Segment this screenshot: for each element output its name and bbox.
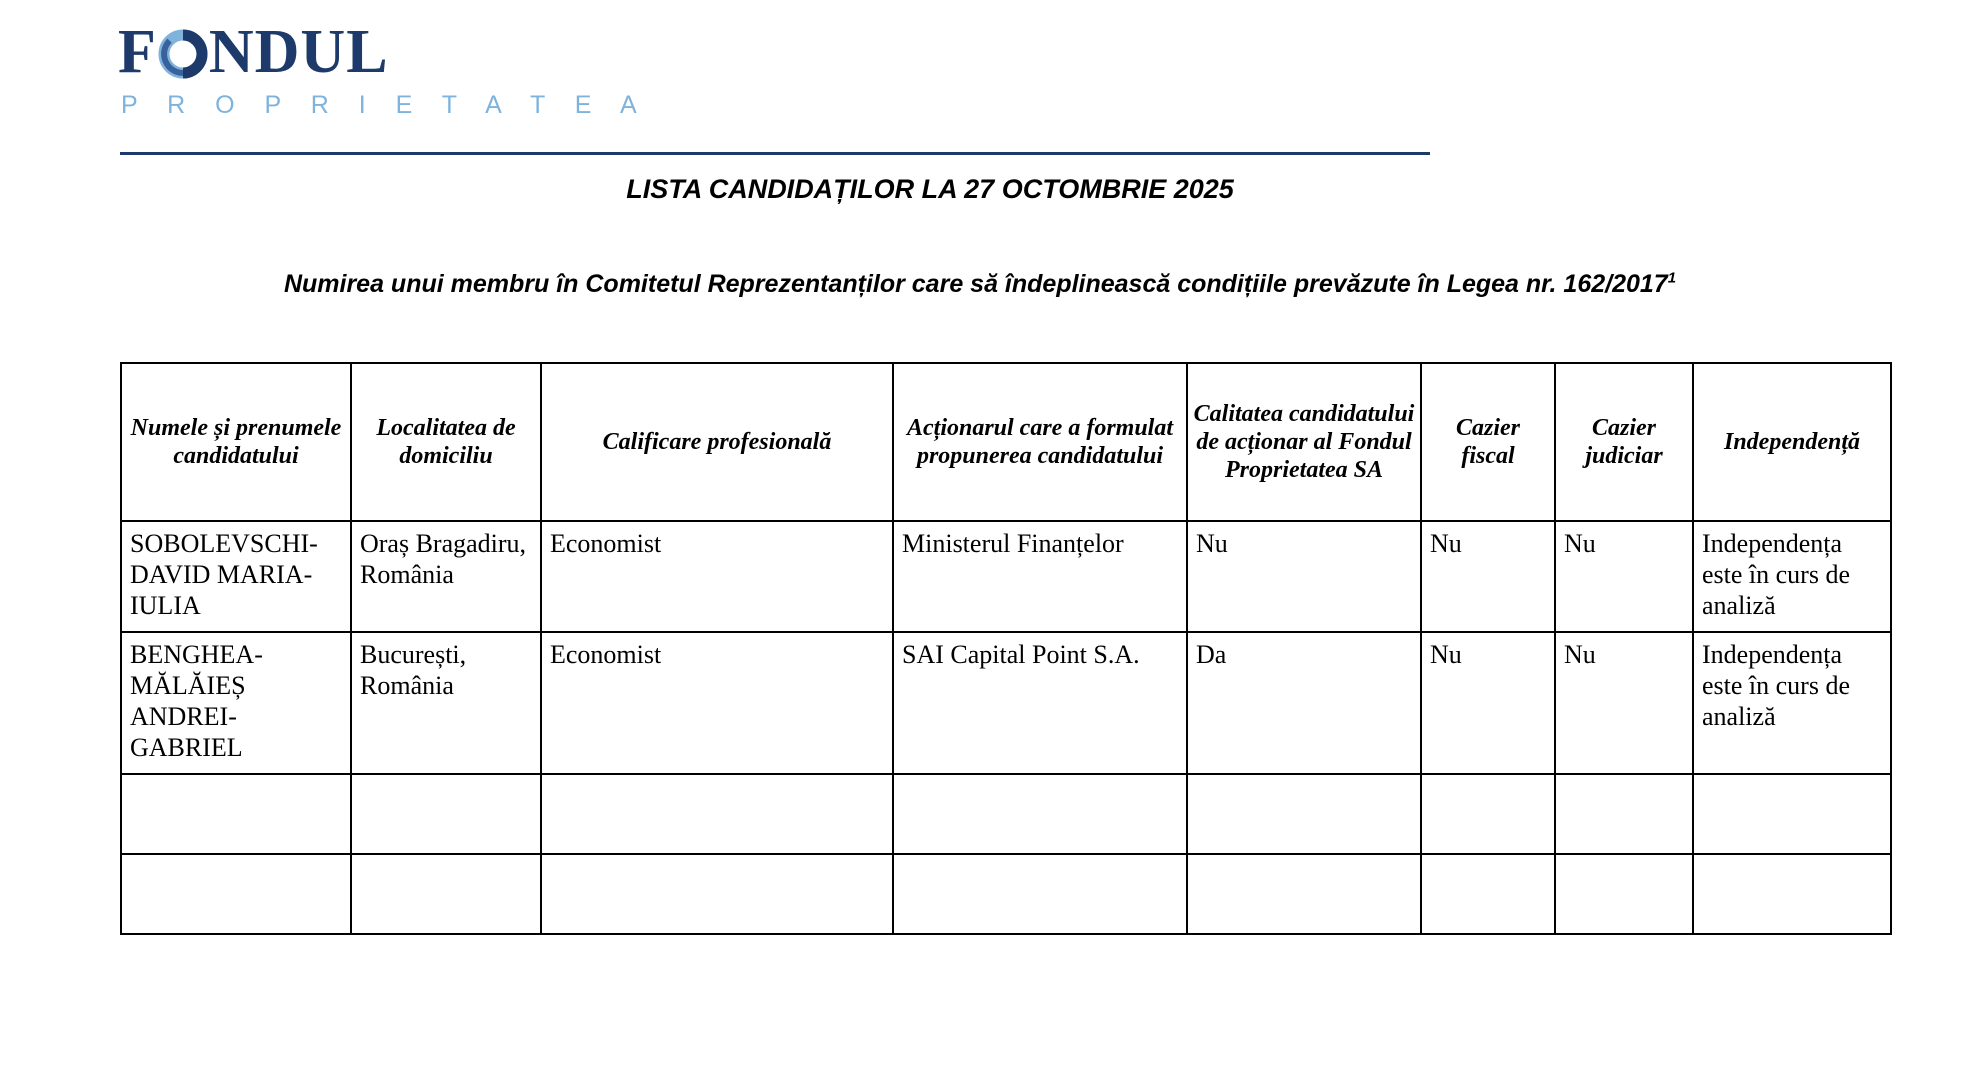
cell-city bbox=[351, 854, 541, 934]
cell-qualification: Economist bbox=[541, 521, 893, 632]
cell-city bbox=[351, 774, 541, 854]
cell-qualification bbox=[541, 774, 893, 854]
table-header bbox=[121, 363, 1891, 521]
cell-independence bbox=[1693, 774, 1891, 854]
cell-name bbox=[121, 854, 351, 934]
cell-shareholder-quality: Da bbox=[1187, 632, 1421, 774]
logo-o-ring-icon bbox=[158, 29, 208, 79]
page-title: LISTA CANDIDAȚILOR LA 27 OCTOMBRIE 2025 bbox=[626, 174, 1234, 204]
column-header-proposer: Acționarul care a formulat propunerea candidatului bbox=[893, 363, 1187, 521]
cell-fiscal-record bbox=[1421, 854, 1555, 934]
cell-qualification bbox=[541, 854, 893, 934]
table-header-row bbox=[121, 363, 1891, 521]
cell-qualification: Economist bbox=[541, 632, 893, 774]
cell-shareholder-quality: Nu bbox=[1187, 521, 1421, 632]
candidates-table bbox=[120, 362, 1892, 935]
cell-shareholder-quality bbox=[1187, 854, 1421, 934]
logo-text-fragment-ndul: NDUL bbox=[208, 18, 389, 86]
company-logo-wordmark bbox=[118, 18, 1438, 86]
cell-judicial-record bbox=[1555, 774, 1693, 854]
cell-judicial-record: Nu bbox=[1555, 521, 1693, 632]
cell-fiscal-record bbox=[1421, 774, 1555, 854]
logo-subtitle: P R O P R I E T A T E A bbox=[121, 91, 649, 119]
column-header-qualification: Calificare profesională bbox=[541, 363, 893, 521]
letterhead bbox=[118, 18, 1438, 120]
page-subtitle-text: Numirea unui membru în Comitetul Reprezentanților care să îndeplinească condițiile prevăzute în Legea nr. 162/2017 bbox=[283, 270, 1668, 298]
column-header-fiscal-record: Cazier fiscal bbox=[1421, 363, 1555, 521]
table-row bbox=[121, 774, 1891, 854]
cell-name bbox=[121, 774, 351, 854]
footnote-marker: 1 bbox=[1667, 269, 1677, 287]
cell-city: Oraș Bragadiru, România bbox=[351, 521, 541, 632]
cell-proposer bbox=[893, 774, 1187, 854]
column-header-name: Numele și prenumele candidatului bbox=[121, 363, 351, 521]
table-row bbox=[121, 854, 1891, 934]
cell-fiscal-record: Nu bbox=[1421, 632, 1555, 774]
cell-independence: Independența este în curs de analiză bbox=[1693, 521, 1891, 632]
column-header-city: Localitatea de domiciliu bbox=[351, 363, 541, 521]
cell-independence: Independența este în curs de analiză bbox=[1693, 632, 1891, 774]
column-header-independence: Independență bbox=[1693, 363, 1891, 521]
table-row bbox=[121, 632, 1891, 774]
header-divider bbox=[120, 152, 1430, 155]
column-header-judicial-record: Cazier judiciar bbox=[1555, 363, 1693, 521]
column-header-shareholder-quality: Calitatea candidatului de acționar al Fondul Proprietatea SA bbox=[1187, 363, 1421, 521]
logo-text-fragment-f: F bbox=[118, 18, 157, 86]
cell-fiscal-record: Nu bbox=[1421, 521, 1555, 632]
table-row bbox=[121, 521, 1891, 632]
cell-judicial-record: Nu bbox=[1555, 632, 1693, 774]
cell-proposer: Ministerul Finanțelor bbox=[893, 521, 1187, 632]
cell-shareholder-quality bbox=[1187, 774, 1421, 854]
cell-independence bbox=[1693, 854, 1891, 934]
cell-name: SOBOLEVSCHI-DAVID MARIA-IULIA bbox=[121, 521, 351, 632]
cell-proposer: SAI Capital Point S.A. bbox=[893, 632, 1187, 774]
cell-proposer bbox=[893, 854, 1187, 934]
cell-name: BENGHEA-MĂLĂIEȘ ANDREI-GABRIEL bbox=[121, 632, 351, 774]
page-subtitle bbox=[0, 268, 1960, 300]
cell-city: București, România bbox=[351, 632, 541, 774]
cell-judicial-record bbox=[1555, 854, 1693, 934]
table-body bbox=[121, 521, 1891, 934]
